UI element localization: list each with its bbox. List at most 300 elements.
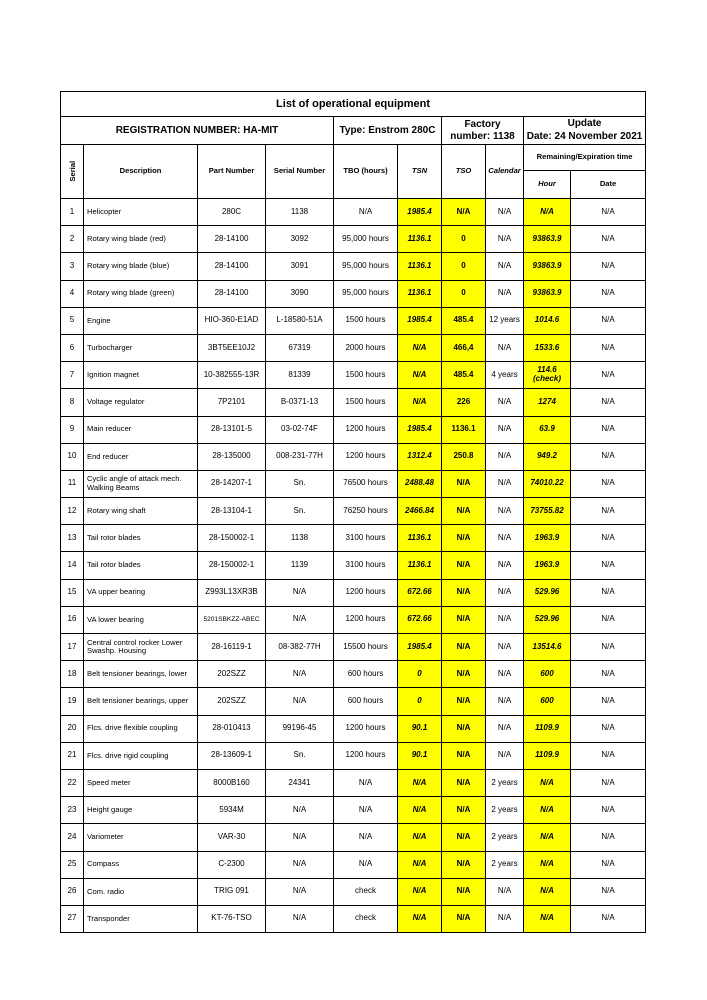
row-date: N/A (571, 797, 646, 824)
table-row (61, 769, 646, 796)
row-description: Speed meter (84, 769, 198, 796)
row-description: Helicopter (84, 199, 198, 226)
header-serial: Serial (61, 145, 84, 199)
row-tbo: 1200 hours (334, 443, 398, 470)
row-tbo: 1500 hours (334, 389, 398, 416)
row-calendar: N/A (486, 199, 524, 226)
row-tso: N/A (442, 769, 486, 796)
equipment-rows (61, 199, 646, 933)
row-serial-number: N/A (266, 797, 334, 824)
row-serial-number: 03-02-74F (266, 416, 334, 443)
row-tsn: N/A (398, 334, 442, 361)
row-part-number: KT-76-TSO (198, 905, 266, 932)
equipment-table (60, 91, 646, 933)
row-serial-number: 1138 (266, 525, 334, 552)
row-tso: N/A (442, 878, 486, 905)
row-date: N/A (571, 226, 646, 253)
row-hour: 1963.9 (524, 552, 571, 579)
header-serial-number: Serial Number (266, 145, 334, 199)
row-tsn: N/A (398, 824, 442, 851)
row-serial-number: N/A (266, 824, 334, 851)
table-row (61, 797, 646, 824)
header-tbo: TBO (hours) (334, 145, 398, 199)
row-date: N/A (571, 362, 646, 389)
row-hour: N/A (524, 199, 571, 226)
row-serial: 12 (61, 498, 84, 525)
row-tsn: 672.66 (398, 579, 442, 606)
row-serial: 18 (61, 661, 84, 688)
row-part-number: 3BT5EE10J2 (198, 334, 266, 361)
row-serial-number: L-18580-51A (266, 307, 334, 334)
row-date: N/A (571, 579, 646, 606)
row-calendar: N/A (486, 416, 524, 443)
row-tsn: N/A (398, 905, 442, 932)
row-calendar: N/A (486, 389, 524, 416)
row-calendar: N/A (486, 742, 524, 769)
row-description: Variometer (84, 824, 198, 851)
row-tbo: 600 hours (334, 661, 398, 688)
table-row (61, 824, 646, 851)
row-part-number: 28-14100 (198, 253, 266, 280)
table-row (61, 470, 646, 497)
row-calendar: 2 years (486, 797, 524, 824)
row-tbo: N/A (334, 769, 398, 796)
row-calendar: 4 years (486, 362, 524, 389)
row-serial: 1 (61, 199, 84, 226)
row-serial-number: 3092 (266, 226, 334, 253)
row-calendar: N/A (486, 253, 524, 280)
table-row (61, 634, 646, 661)
row-part-number: 5934M (198, 797, 266, 824)
row-serial: 7 (61, 362, 84, 389)
row-part-number: 28-14207-1 (198, 470, 266, 497)
row-date: N/A (571, 606, 646, 633)
row-hour: 529.96 (524, 579, 571, 606)
row-hour: 1109.9 (524, 715, 571, 742)
row-tbo: check (334, 905, 398, 932)
table-row (61, 226, 646, 253)
row-part-number: C-2300 (198, 851, 266, 878)
row-serial-number: N/A (266, 905, 334, 932)
row-serial: 6 (61, 334, 84, 361)
row-tbo: 15500 hours (334, 634, 398, 661)
row-calendar: N/A (486, 280, 524, 307)
row-tsn: 1985.4 (398, 416, 442, 443)
table-row (61, 280, 646, 307)
row-calendar: N/A (486, 470, 524, 497)
row-tsn: 1136.1 (398, 552, 442, 579)
row-tbo: N/A (334, 851, 398, 878)
row-calendar: 12 years (486, 307, 524, 334)
table-row (61, 878, 646, 905)
table-row (61, 307, 646, 334)
row-description: End reducer (84, 443, 198, 470)
row-tbo: 1200 hours (334, 416, 398, 443)
row-serial: 25 (61, 851, 84, 878)
row-tbo: 2000 hours (334, 334, 398, 361)
row-hour: 1274 (524, 389, 571, 416)
row-hour: 93863.9 (524, 226, 571, 253)
row-part-number: 28-13101-5 (198, 416, 266, 443)
row-description: Central control rocker Lower Swashp. Housing (84, 634, 198, 661)
row-hour: 13514.6 (524, 634, 571, 661)
row-tso: N/A (442, 851, 486, 878)
row-serial-number: 3091 (266, 253, 334, 280)
registration-number: REGISTRATION NUMBER: HA-MIT (61, 117, 334, 145)
row-hour: N/A (524, 824, 571, 851)
row-date: N/A (571, 824, 646, 851)
row-date: N/A (571, 307, 646, 334)
row-serial-number: 3090 (266, 280, 334, 307)
row-calendar: N/A (486, 715, 524, 742)
row-calendar: N/A (486, 498, 524, 525)
row-tbo: 95,000 hours (334, 226, 398, 253)
row-date: N/A (571, 389, 646, 416)
row-tso: 485.4 (442, 307, 486, 334)
row-tsn: N/A (398, 389, 442, 416)
row-tbo: 1200 hours (334, 579, 398, 606)
table-row (61, 525, 646, 552)
row-date: N/A (571, 851, 646, 878)
row-serial: 11 (61, 470, 84, 497)
row-part-number: 28-135000 (198, 443, 266, 470)
row-serial: 20 (61, 715, 84, 742)
row-calendar: N/A (486, 878, 524, 905)
table-row (61, 334, 646, 361)
row-tbo: N/A (334, 824, 398, 851)
row-description: Tail rotor blades (84, 552, 198, 579)
row-tso: 1136.1 (442, 416, 486, 443)
row-serial-number: 008-231-77H (266, 443, 334, 470)
row-part-number: HIO-360-E1AD (198, 307, 266, 334)
row-description: Rotary wing blade (green) (84, 280, 198, 307)
row-tbo: 76250 hours (334, 498, 398, 525)
row-part-number: 10-382555-13R (198, 362, 266, 389)
row-tsn: 0 (398, 688, 442, 715)
row-serial-number: N/A (266, 661, 334, 688)
row-serial: 24 (61, 824, 84, 851)
row-tbo: 1500 hours (334, 362, 398, 389)
row-tso: N/A (442, 688, 486, 715)
row-calendar: 2 years (486, 824, 524, 851)
header-remaining: Remaining/Expiration time (524, 145, 646, 171)
row-tsn: 1136.1 (398, 525, 442, 552)
row-serial: 14 (61, 552, 84, 579)
row-date: N/A (571, 253, 646, 280)
row-tso: N/A (442, 634, 486, 661)
table-row (61, 742, 646, 769)
row-description: Flcs. drive rigid coupling (84, 742, 198, 769)
row-tbo: check (334, 878, 398, 905)
row-description: Belt tensioner bearings, upper (84, 688, 198, 715)
row-tso: N/A (442, 715, 486, 742)
row-part-number: 28-150002-1 (198, 552, 266, 579)
row-tsn: 1985.4 (398, 307, 442, 334)
row-tbo: 1200 hours (334, 606, 398, 633)
row-tsn: N/A (398, 362, 442, 389)
table-row (61, 715, 646, 742)
row-calendar: N/A (486, 606, 524, 633)
row-date: N/A (571, 498, 646, 525)
header-part-number: Part Number (198, 145, 266, 199)
row-part-number: 28-14100 (198, 226, 266, 253)
header-description: Description (84, 145, 198, 199)
row-tsn: 0 (398, 661, 442, 688)
row-calendar: 2 years (486, 769, 524, 796)
row-tso: N/A (442, 525, 486, 552)
row-description: Compass (84, 851, 198, 878)
row-part-number: 28-010413 (198, 715, 266, 742)
row-serial: 5 (61, 307, 84, 334)
header-tso: TSO (442, 145, 486, 199)
row-serial: 13 (61, 525, 84, 552)
row-hour: N/A (524, 851, 571, 878)
row-tbo: 600 hours (334, 688, 398, 715)
row-description: Flcs. drive flexible coupling (84, 715, 198, 742)
row-description: Tail rotor blades (84, 525, 198, 552)
page-title: List of operational equipment (61, 92, 646, 117)
row-hour: N/A (524, 769, 571, 796)
row-calendar: N/A (486, 579, 524, 606)
row-date: N/A (571, 280, 646, 307)
row-hour: 93863.9 (524, 253, 571, 280)
row-tsn: 1312.4 (398, 443, 442, 470)
row-date: N/A (571, 878, 646, 905)
row-hour: 1533.6 (524, 334, 571, 361)
row-serial: 2 (61, 226, 84, 253)
row-tsn: N/A (398, 851, 442, 878)
row-hour: 93863.9 (524, 280, 571, 307)
row-hour: 73755.82 (524, 498, 571, 525)
row-tso: 0 (442, 253, 486, 280)
row-date: N/A (571, 769, 646, 796)
row-tso: N/A (442, 824, 486, 851)
row-description: Ignition magnet (84, 362, 198, 389)
row-date: N/A (571, 742, 646, 769)
row-date: N/A (571, 552, 646, 579)
table-row (61, 389, 646, 416)
row-date: N/A (571, 443, 646, 470)
row-serial-number: 81339 (266, 362, 334, 389)
row-part-number: 7P2101 (198, 389, 266, 416)
row-tso: 226 (442, 389, 486, 416)
row-hour: N/A (524, 905, 571, 932)
row-tbo: N/A (334, 797, 398, 824)
row-tbo: 1500 hours (334, 307, 398, 334)
header-calendar: Calendar (486, 145, 524, 199)
row-part-number: Z993L13XR3B (198, 579, 266, 606)
row-tsn: 1985.4 (398, 634, 442, 661)
row-description: VA upper bearing (84, 579, 198, 606)
equipment-sheet (60, 91, 645, 933)
row-serial-number: Sn. (266, 498, 334, 525)
row-description: Rotary wing shaft (84, 498, 198, 525)
row-hour: 1963.9 (524, 525, 571, 552)
table-row (61, 905, 646, 932)
row-description: Rotary wing blade (red) (84, 226, 198, 253)
row-tso: N/A (442, 606, 486, 633)
row-serial: 21 (61, 742, 84, 769)
update-date: Date: 24 November 2021 (526, 130, 643, 142)
row-description: Height gauge (84, 797, 198, 824)
header-date: Date (571, 171, 646, 199)
row-part-number: 28-13104-1 (198, 498, 266, 525)
row-tbo: 1200 hours (334, 742, 398, 769)
row-part-number: TRIG 091 (198, 878, 266, 905)
row-tbo: 3100 hours (334, 552, 398, 579)
table-row (61, 661, 646, 688)
row-part-number: 202SZZ (198, 688, 266, 715)
row-part-number: VAR-30 (198, 824, 266, 851)
row-tsn: 1136.1 (398, 280, 442, 307)
row-part-number: 8000B160 (198, 769, 266, 796)
table-row (61, 362, 646, 389)
row-calendar: N/A (486, 334, 524, 361)
row-description: Com. radio (84, 878, 198, 905)
table-row (61, 416, 646, 443)
row-tso: 466,4 (442, 334, 486, 361)
row-calendar: N/A (486, 443, 524, 470)
row-tso: 0 (442, 280, 486, 307)
row-serial-number: 67319 (266, 334, 334, 361)
row-description: Cyclic angle of attack mech. Walking Beams (84, 470, 198, 497)
row-serial: 22 (61, 769, 84, 796)
row-serial-number: Sn. (266, 742, 334, 769)
row-serial: 19 (61, 688, 84, 715)
row-serial-number: 08-382-77H (266, 634, 334, 661)
row-date: N/A (571, 525, 646, 552)
row-serial: 26 (61, 878, 84, 905)
row-date: N/A (571, 661, 646, 688)
row-tso: N/A (442, 552, 486, 579)
row-serial: 3 (61, 253, 84, 280)
row-tsn: 1136.1 (398, 253, 442, 280)
row-tso: 485.4 (442, 362, 486, 389)
row-tso: N/A (442, 470, 486, 497)
row-hour: 1014.6 (524, 307, 571, 334)
row-tbo: 95,000 hours (334, 253, 398, 280)
row-tso: N/A (442, 579, 486, 606)
row-hour: N/A (524, 797, 571, 824)
row-calendar: N/A (486, 525, 524, 552)
row-serial-number: N/A (266, 579, 334, 606)
row-calendar: N/A (486, 661, 524, 688)
row-calendar: N/A (486, 226, 524, 253)
row-tso: N/A (442, 498, 486, 525)
row-tsn: 90.1 (398, 742, 442, 769)
row-serial: 8 (61, 389, 84, 416)
row-serial-number: Sn. (266, 470, 334, 497)
table-row (61, 579, 646, 606)
row-tsn: 1136.1 (398, 226, 442, 253)
row-date: N/A (571, 416, 646, 443)
row-calendar: 2 years (486, 851, 524, 878)
row-calendar: N/A (486, 688, 524, 715)
table-row (61, 552, 646, 579)
row-tsn: 90.1 (398, 715, 442, 742)
row-hour: N/A (524, 878, 571, 905)
table-row (61, 199, 646, 226)
row-description: Transponder (84, 905, 198, 932)
row-tsn: 2466.84 (398, 498, 442, 525)
row-description: Turbocharger (84, 334, 198, 361)
row-description: Rotary wing blade (blue) (84, 253, 198, 280)
header-tsn: TSN (398, 145, 442, 199)
row-serial-number: N/A (266, 851, 334, 878)
row-tbo: 3100 hours (334, 525, 398, 552)
row-part-number: 280C (198, 199, 266, 226)
row-hour: 114.6 (check) (524, 362, 571, 389)
aircraft-type: Type: Enstrom 280C (334, 117, 442, 145)
row-description: Belt tensioner bearings, lower (84, 661, 198, 688)
row-part-number: 28-150002-1 (198, 525, 266, 552)
row-part-number: 28-13609-1 (198, 742, 266, 769)
row-serial-number: 99196-45 (266, 715, 334, 742)
row-hour: 600 (524, 661, 571, 688)
row-serial-number: 1139 (266, 552, 334, 579)
row-hour: 1109.9 (524, 742, 571, 769)
update-info (524, 117, 646, 145)
row-date: N/A (571, 715, 646, 742)
row-tso: N/A (442, 905, 486, 932)
row-serial: 10 (61, 443, 84, 470)
row-tsn: N/A (398, 878, 442, 905)
table-row (61, 498, 646, 525)
row-serial: 27 (61, 905, 84, 932)
row-hour: 63.9 (524, 416, 571, 443)
row-serial: 23 (61, 797, 84, 824)
row-part-number: 28-16119-1 (198, 634, 266, 661)
row-part-number: 202SZZ (198, 661, 266, 688)
row-tsn: 1985.4 (398, 199, 442, 226)
row-hour: 74010.22 (524, 470, 571, 497)
table-row (61, 253, 646, 280)
row-tsn: N/A (398, 769, 442, 796)
row-part-number: 28-14100 (198, 280, 266, 307)
row-serial: 16 (61, 606, 84, 633)
row-tso: N/A (442, 661, 486, 688)
row-part-number: 5201SBKZZ-ABEC (198, 606, 266, 633)
row-date: N/A (571, 634, 646, 661)
row-tsn: N/A (398, 797, 442, 824)
row-date: N/A (571, 688, 646, 715)
row-tbo: 76500 hours (334, 470, 398, 497)
header-hour: Hour (524, 171, 571, 199)
row-tbo: 95,000 hours (334, 280, 398, 307)
row-description: VA lower bearing (84, 606, 198, 633)
row-hour: 600 (524, 688, 571, 715)
row-serial: 9 (61, 416, 84, 443)
row-date: N/A (571, 334, 646, 361)
table-row (61, 688, 646, 715)
row-tso: N/A (442, 797, 486, 824)
row-calendar: N/A (486, 634, 524, 661)
row-serial-number: N/A (266, 878, 334, 905)
row-description: Voltage regulator (84, 389, 198, 416)
row-description: Engine (84, 307, 198, 334)
table-row (61, 606, 646, 633)
row-tsn: 2488.48 (398, 470, 442, 497)
row-serial-number: N/A (266, 688, 334, 715)
row-hour: 529.96 (524, 606, 571, 633)
table-row (61, 851, 646, 878)
row-calendar: N/A (486, 905, 524, 932)
row-tso: 0 (442, 226, 486, 253)
table-row (61, 443, 646, 470)
row-serial-number: N/A (266, 606, 334, 633)
row-tbo: N/A (334, 199, 398, 226)
update-label: Update (567, 118, 602, 129)
